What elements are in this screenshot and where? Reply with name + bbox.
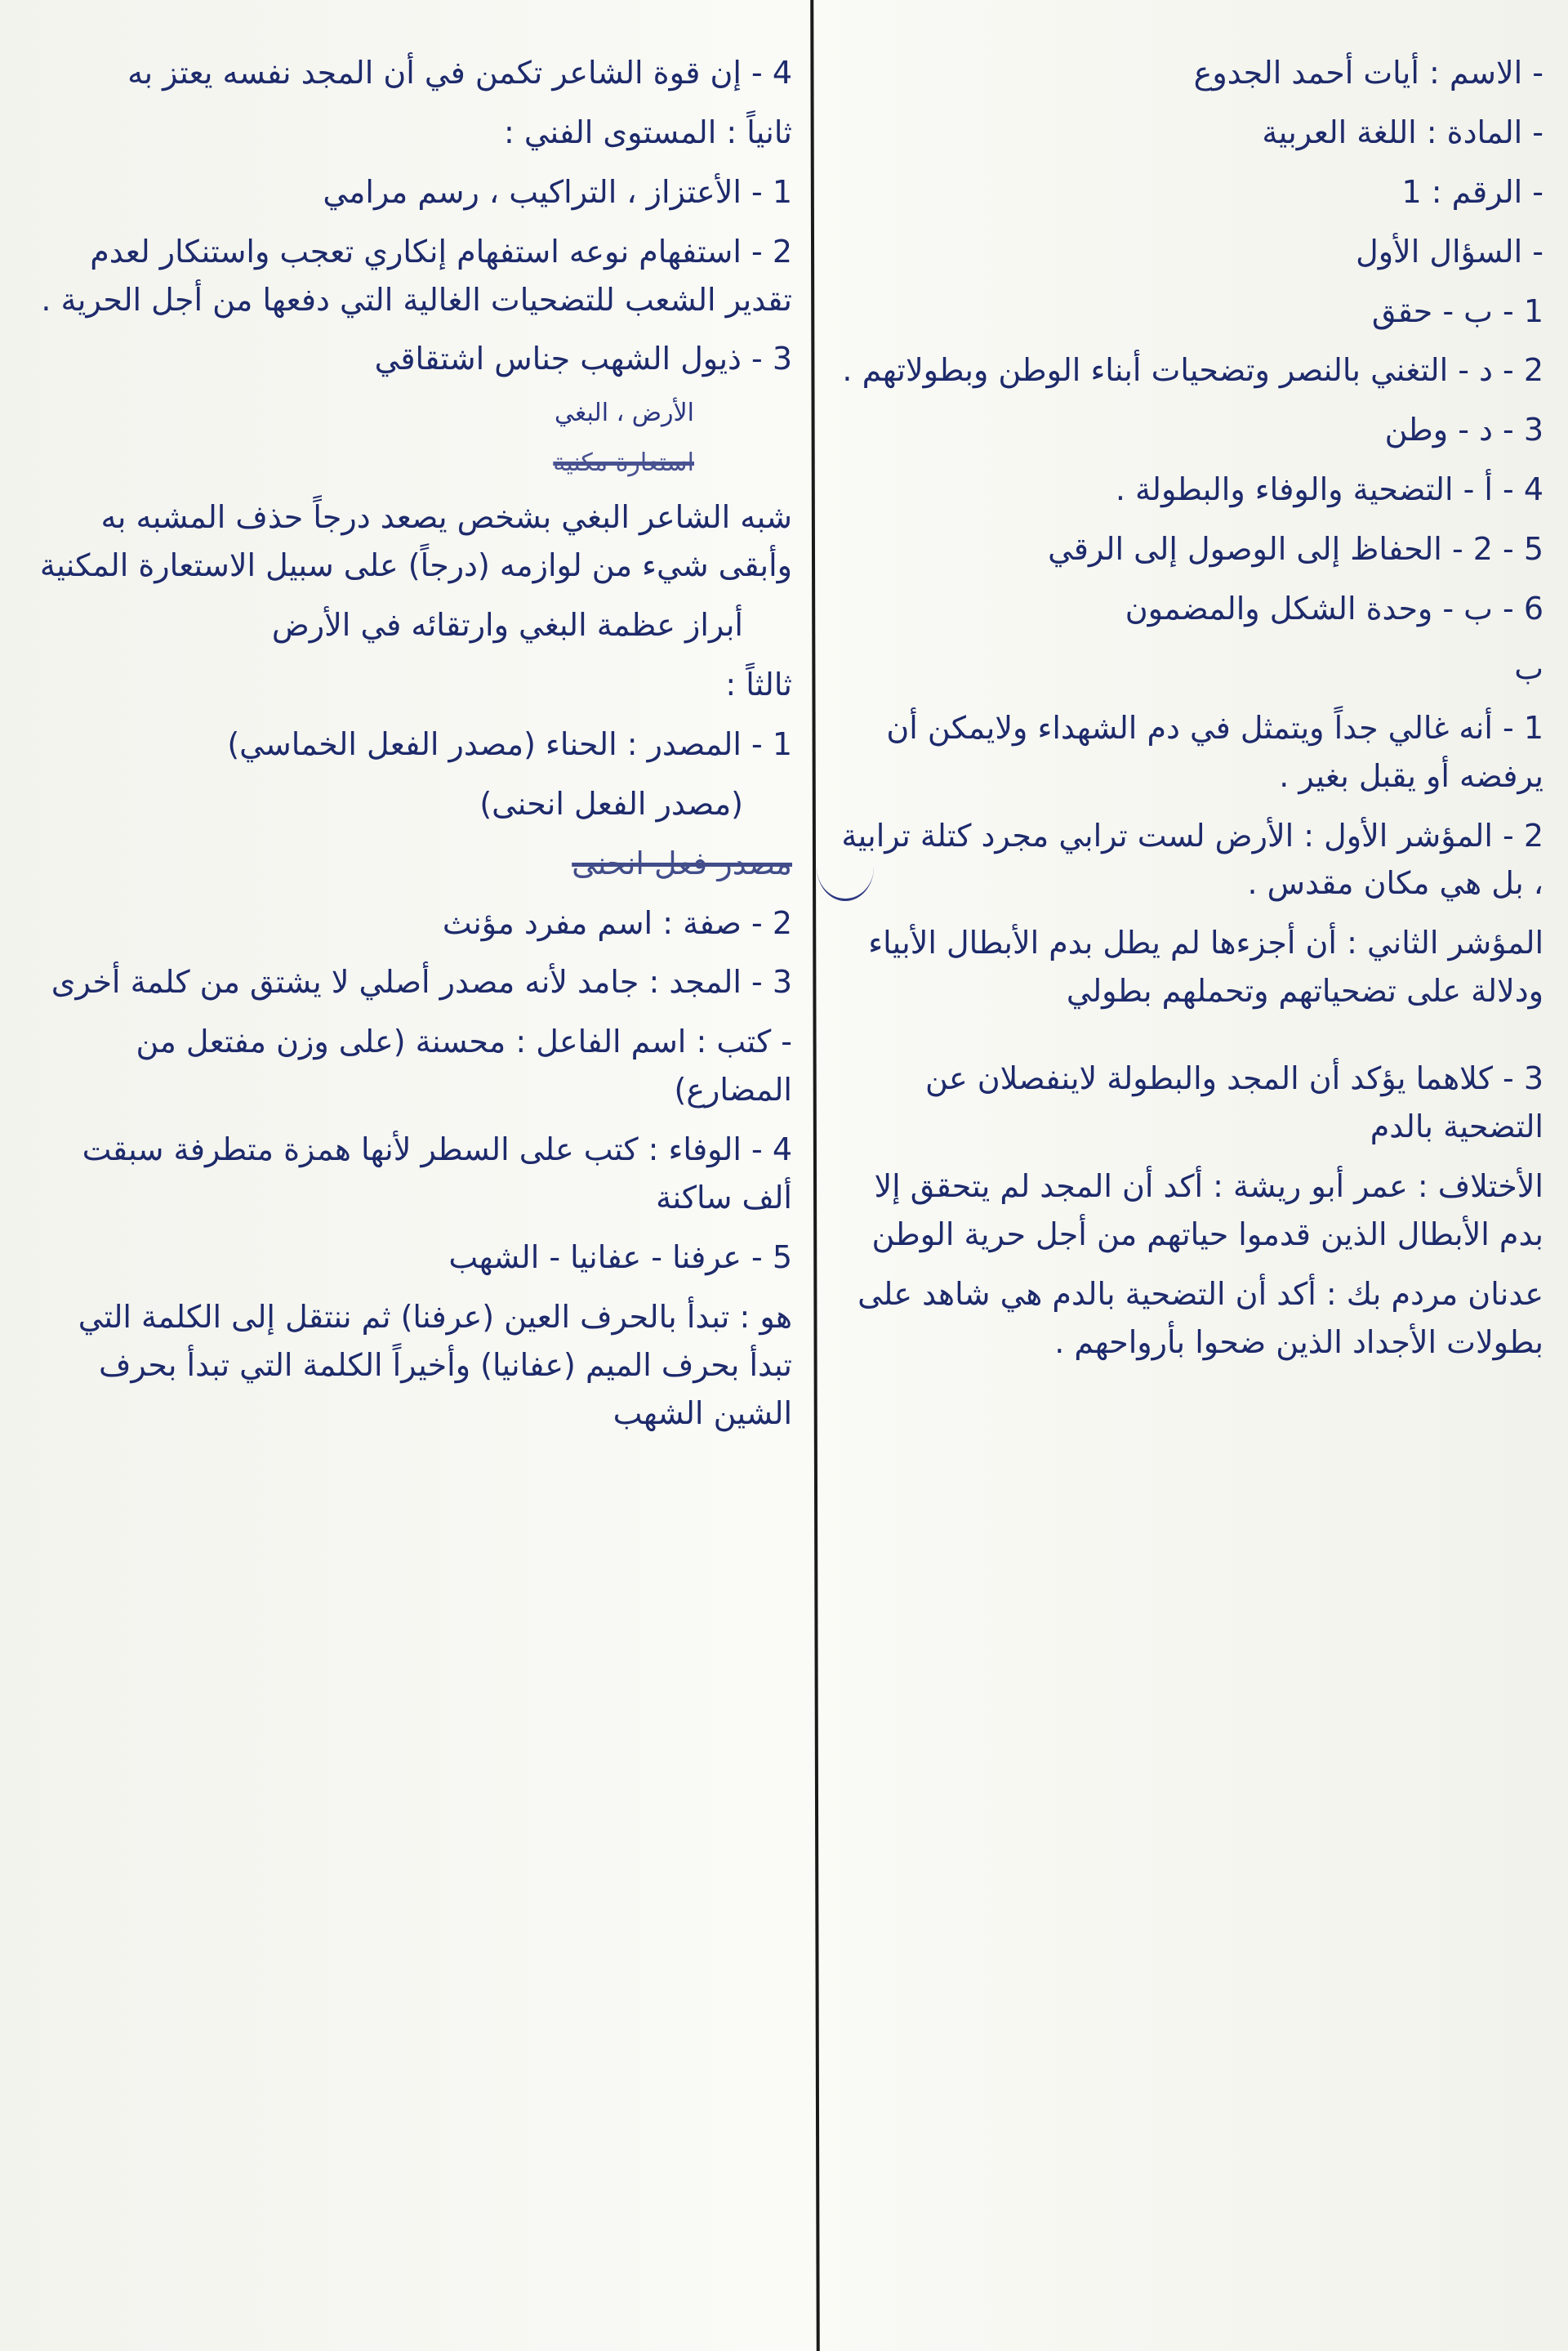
margin-note: الأرض ، البغي — [555, 399, 694, 428]
subsection-label: ب — [1514, 649, 1544, 686]
student-name: - الاسم : أيات أحمد الجدوع — [1193, 55, 1544, 91]
left-column — [33, 49, 792, 2336]
answer-line: (مصدر الفعل انحنى) — [479, 785, 743, 822]
struck-note: استعارة مكنية — [553, 448, 694, 477]
answer-line: الأختلاف : عمر أبو ريشة : أكد أن المجد لم يتحقق إلا بدم الأبطال الذين قدموا حياتهم من أجل حرية الوطن — [871, 1167, 1544, 1252]
answer-line: هو : تبدأ بالحرف العين (عرفنا) ثم ننتقل إلى الكلمة التي تبدأ بحرف الميم (عفانيا) وأخيراً الكلمة التي تبدأ بحرف الشين الشهب — [78, 1298, 792, 1431]
answer-line: 2 - استفهام نوعه استفهام إنكاري تعجب واستنكار لعدم تقدير الشعب للتضحيات الغالية التي دفعها من أجل الحرية . — [41, 233, 792, 318]
answer-line: 1 - المصدر : الحناء (مصدر الفعل الخماسي) — [227, 725, 792, 762]
answer-line: 1 - أنه غالي جداً ويتمثل في دم الشهداء ولايمكن أن يرفضه أو يقبل بغير . — [886, 709, 1544, 794]
answer-line: 3 - المجد : جامد لأنه مصدر أصلي لا يشتق من كلمة أخرى — [51, 964, 792, 1001]
answer-line: 4 - الوفاء : كتب على السطر لأنها همزة متطرفة سبقت ألف ساكنة — [82, 1131, 792, 1216]
answer-line: 1 - ب - حقق — [1371, 292, 1544, 329]
answer-line: 2 - صفة : اسم مفرد مؤنث — [442, 904, 792, 941]
answer-line: 4 - أ - التضحية والوفاء والبطولة . — [1115, 471, 1544, 508]
answer-line: 3 - ذيول الشهب جناس اشتقاقي — [374, 341, 792, 377]
answer-line: 3 - كلاهما يؤكد أن المجد والبطولة لاينفصلان عن التضحية بالدم — [925, 1060, 1544, 1145]
struck-line: مصدر فعل انحنى — [572, 845, 792, 881]
answer-line: شبه الشاعر البغي بشخص يصعد درجاً حذف المشبه به وأبقى شيء من لوازمه (درجاً) على سبيل الاستعارة المكنية — [39, 499, 792, 584]
section-heading: ثانياً : المستوى الفني : — [503, 114, 792, 150]
answer-line: أبراز عظمة البغي وارتقائه في الأرض — [271, 607, 743, 644]
answer-line: 5 - 2 - الحفاظ إلى الوصول إلى الرقي — [1048, 531, 1544, 568]
right-column — [841, 49, 1544, 2336]
answer-line: 5 - عرفنا - عفانيا - الشهب — [448, 1238, 792, 1275]
answer-line: 2 - المؤشر الأول : الأرض لست ترابي مجرد كتلة ترابية ، بل هي مكان مقدس . — [841, 817, 1544, 902]
answer-line: 3 - د - وطن — [1384, 412, 1544, 448]
answer-line: 6 - ب - وحدة الشكل والمضمون — [1125, 591, 1544, 627]
answer-line: 2 - د - التغني بالنصر وتضحيات أبناء الوطن وبطولاتهم . — [842, 352, 1544, 389]
section-heading: - السؤال الأول — [1356, 233, 1544, 270]
column-divider — [810, 0, 820, 2351]
answer-line: - كتب : اسم الفاعل : محسنة (على وزن مفتعل من المضارع) — [136, 1024, 792, 1109]
answer-line: 4 - إن قوة الشاعر تكمن في أن المجد نفسه يعتز به — [127, 55, 792, 91]
section-heading: ثالثاً : — [725, 667, 792, 703]
student-number: - الرقم : 1 — [1401, 173, 1544, 210]
answer-line: المؤشر الثاني : أن أجزءها لم يطل بدم الأبطال الأبياء ودلالة على تضحياتهم وتحملهم بطولي — [868, 925, 1544, 1010]
answer-line: عدنان مردم بك : أكد أن التضحية بالدم هي شاهد على بطولات الأجداد الذين ضحوا بأرواحهم . — [858, 1275, 1544, 1360]
answer-line: 1 - الأعتزاز ، التراكيب ، رسم مرامي — [323, 173, 792, 210]
subject: - المادة : اللغة العربية — [1262, 114, 1544, 150]
